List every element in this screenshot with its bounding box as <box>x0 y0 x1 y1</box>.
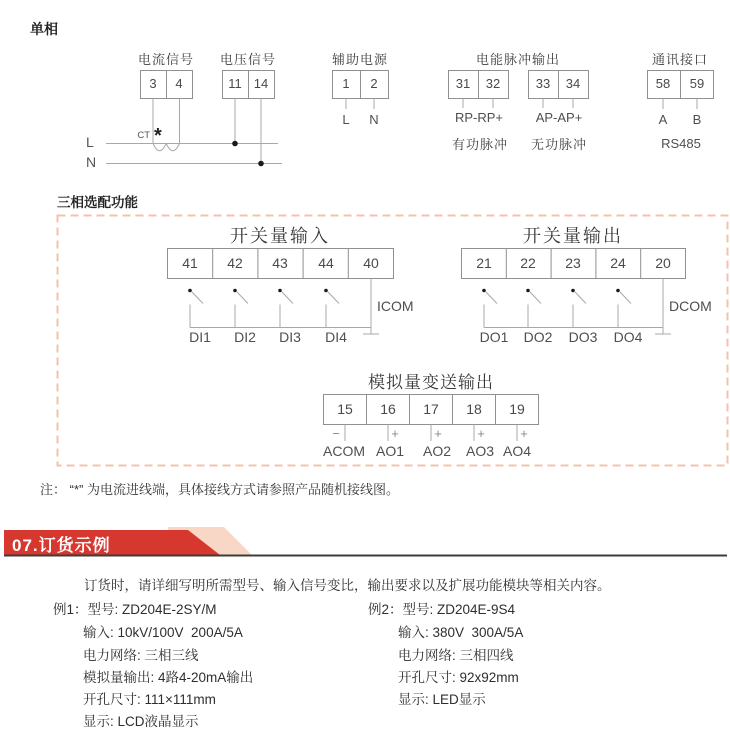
comm-group-label: 通讯接口 <box>651 52 709 67</box>
terminal-15: 15 <box>337 401 353 417</box>
footnote: 注： “*” 为电流进线端，具体接线方式请参照产品随机接线图。 <box>40 482 399 497</box>
heading-single-phase: 单相 <box>30 21 58 37</box>
example1-row-analog: 模拟量输出: 4路4-20mA输出 <box>83 670 254 685</box>
terminal-3: 3 <box>149 76 157 91</box>
comm-sub-A: A <box>658 112 668 127</box>
terminal-19: 19 <box>509 401 525 417</box>
reactive-pulse-desc: 无功脉冲 <box>530 137 588 152</box>
plus-sign-ao2: + <box>434 426 442 441</box>
active-pulse-desc: 有功脉冲 <box>451 137 509 152</box>
ao4-label: AO4 <box>502 443 532 459</box>
terminal-20: 20 <box>655 255 671 271</box>
terminal-43: 43 <box>272 255 288 271</box>
current-group-label: 电流信号 <box>137 52 195 67</box>
line-N-label: N <box>86 154 97 170</box>
terminal-boxes-single-phase <box>141 71 714 99</box>
terminal-32: 32 <box>485 76 501 91</box>
example2-row-cutout: 开孔尺寸: 92x92mm <box>398 670 519 685</box>
terminal-23: 23 <box>565 255 581 271</box>
aux-group-label: 辅助电源 <box>331 52 389 67</box>
example1-row-cutout: 开孔尺寸: 111×111mm <box>83 692 216 707</box>
terminal-34: 34 <box>565 76 581 91</box>
terminal-leads <box>346 99 697 110</box>
terminal-40: 40 <box>363 255 379 271</box>
acom-label: ACOM <box>323 443 365 459</box>
pulse-group-label: 电能脉冲输出 <box>475 52 561 67</box>
example2-row-input: 输入: 380V 300A/5A <box>398 625 524 640</box>
terminal-41: 41 <box>182 255 198 271</box>
di1-label: DI1 <box>189 329 211 345</box>
terminal-14: 14 <box>253 76 269 91</box>
section-banner-graphics <box>4 527 727 557</box>
ao-group-title: 模拟量变送输出 <box>368 373 494 392</box>
pulse-reactive-polarity: AP-AP+ <box>535 110 583 125</box>
terminal-11: 11 <box>228 76 242 91</box>
ct-label: CT <box>137 130 150 141</box>
terminal-18: 18 <box>466 401 482 417</box>
terminal-16: 16 <box>380 401 396 417</box>
example1-row-display: 显示: LCD液晶显示 <box>83 714 199 729</box>
terminal-21: 21 <box>476 255 492 271</box>
terminal-44: 44 <box>318 255 334 271</box>
example1-row-network: 电力网络: 三相三线 <box>83 648 199 663</box>
ao2-label: AO2 <box>422 443 452 459</box>
di-group-title: 开关量输入 <box>230 226 330 246</box>
plus-sign-ao4: + <box>520 426 528 441</box>
pulse-active-polarity: RP-RP+ <box>454 110 504 125</box>
comm-sub-B: B <box>692 112 702 127</box>
rs485-label: RS485 <box>661 136 701 151</box>
do1-label: DO1 <box>479 329 509 345</box>
line-L-label: L <box>86 134 94 150</box>
terminal-59: 59 <box>689 76 705 91</box>
terminal-31: 31 <box>455 76 471 91</box>
heading-three-phase-options: 三相选配功能 <box>57 195 138 210</box>
terminal-42: 42 <box>227 255 243 271</box>
terminal-22: 22 <box>520 255 536 271</box>
terminal-58: 58 <box>655 76 671 91</box>
dcom-label: DCOM <box>669 298 712 314</box>
ao3-label: AO3 <box>465 443 495 459</box>
ao1-label: AO1 <box>375 443 405 459</box>
voltage-group-label: 电压信号 <box>219 52 277 67</box>
banner-rule <box>4 555 727 557</box>
plus-sign-ao3: + <box>477 426 485 441</box>
asterisk-marker: * <box>154 125 162 147</box>
minus-sign: − <box>332 426 340 441</box>
do-group-title: 开关量输出 <box>523 226 623 246</box>
junction-dots <box>232 141 264 167</box>
di3-label: DI3 <box>279 329 301 345</box>
icom-label: ICOM <box>377 298 414 314</box>
ordering-intro: 订货时，请详细写明所需型号、输入信号变比，输出要求以及扩展功能模块等相关内容。 <box>84 578 611 593</box>
aux-sub-L: L <box>342 112 350 127</box>
do4-label: DO4 <box>613 329 643 345</box>
example1-row-input: 输入: 10kV/100V 200A/5A <box>83 625 243 640</box>
terminal-4: 4 <box>175 76 183 91</box>
section-banner-title: 07.订货示例 <box>12 536 111 555</box>
di2-label: DI2 <box>234 329 256 345</box>
terminal-1: 1 <box>342 76 350 91</box>
terminal-2: 2 <box>370 76 378 91</box>
di4-label: DI4 <box>325 329 347 345</box>
example2-row-display: 显示: LED显示 <box>398 692 486 707</box>
plus-sign-ao1: + <box>391 426 399 441</box>
do2-label: DO2 <box>523 329 553 345</box>
example1-title: 例1：型号: ZD204E-2SY/M <box>53 602 217 617</box>
example2-row-network: 电力网络: 三相四线 <box>398 648 514 663</box>
do3-label: DO3 <box>568 329 598 345</box>
terminal-24: 24 <box>610 255 626 271</box>
terminal-17: 17 <box>423 401 439 417</box>
terminal-33: 33 <box>535 76 551 91</box>
aux-sub-N: N <box>369 112 379 127</box>
example2-title: 例2：型号: ZD204E-9S4 <box>368 602 516 617</box>
